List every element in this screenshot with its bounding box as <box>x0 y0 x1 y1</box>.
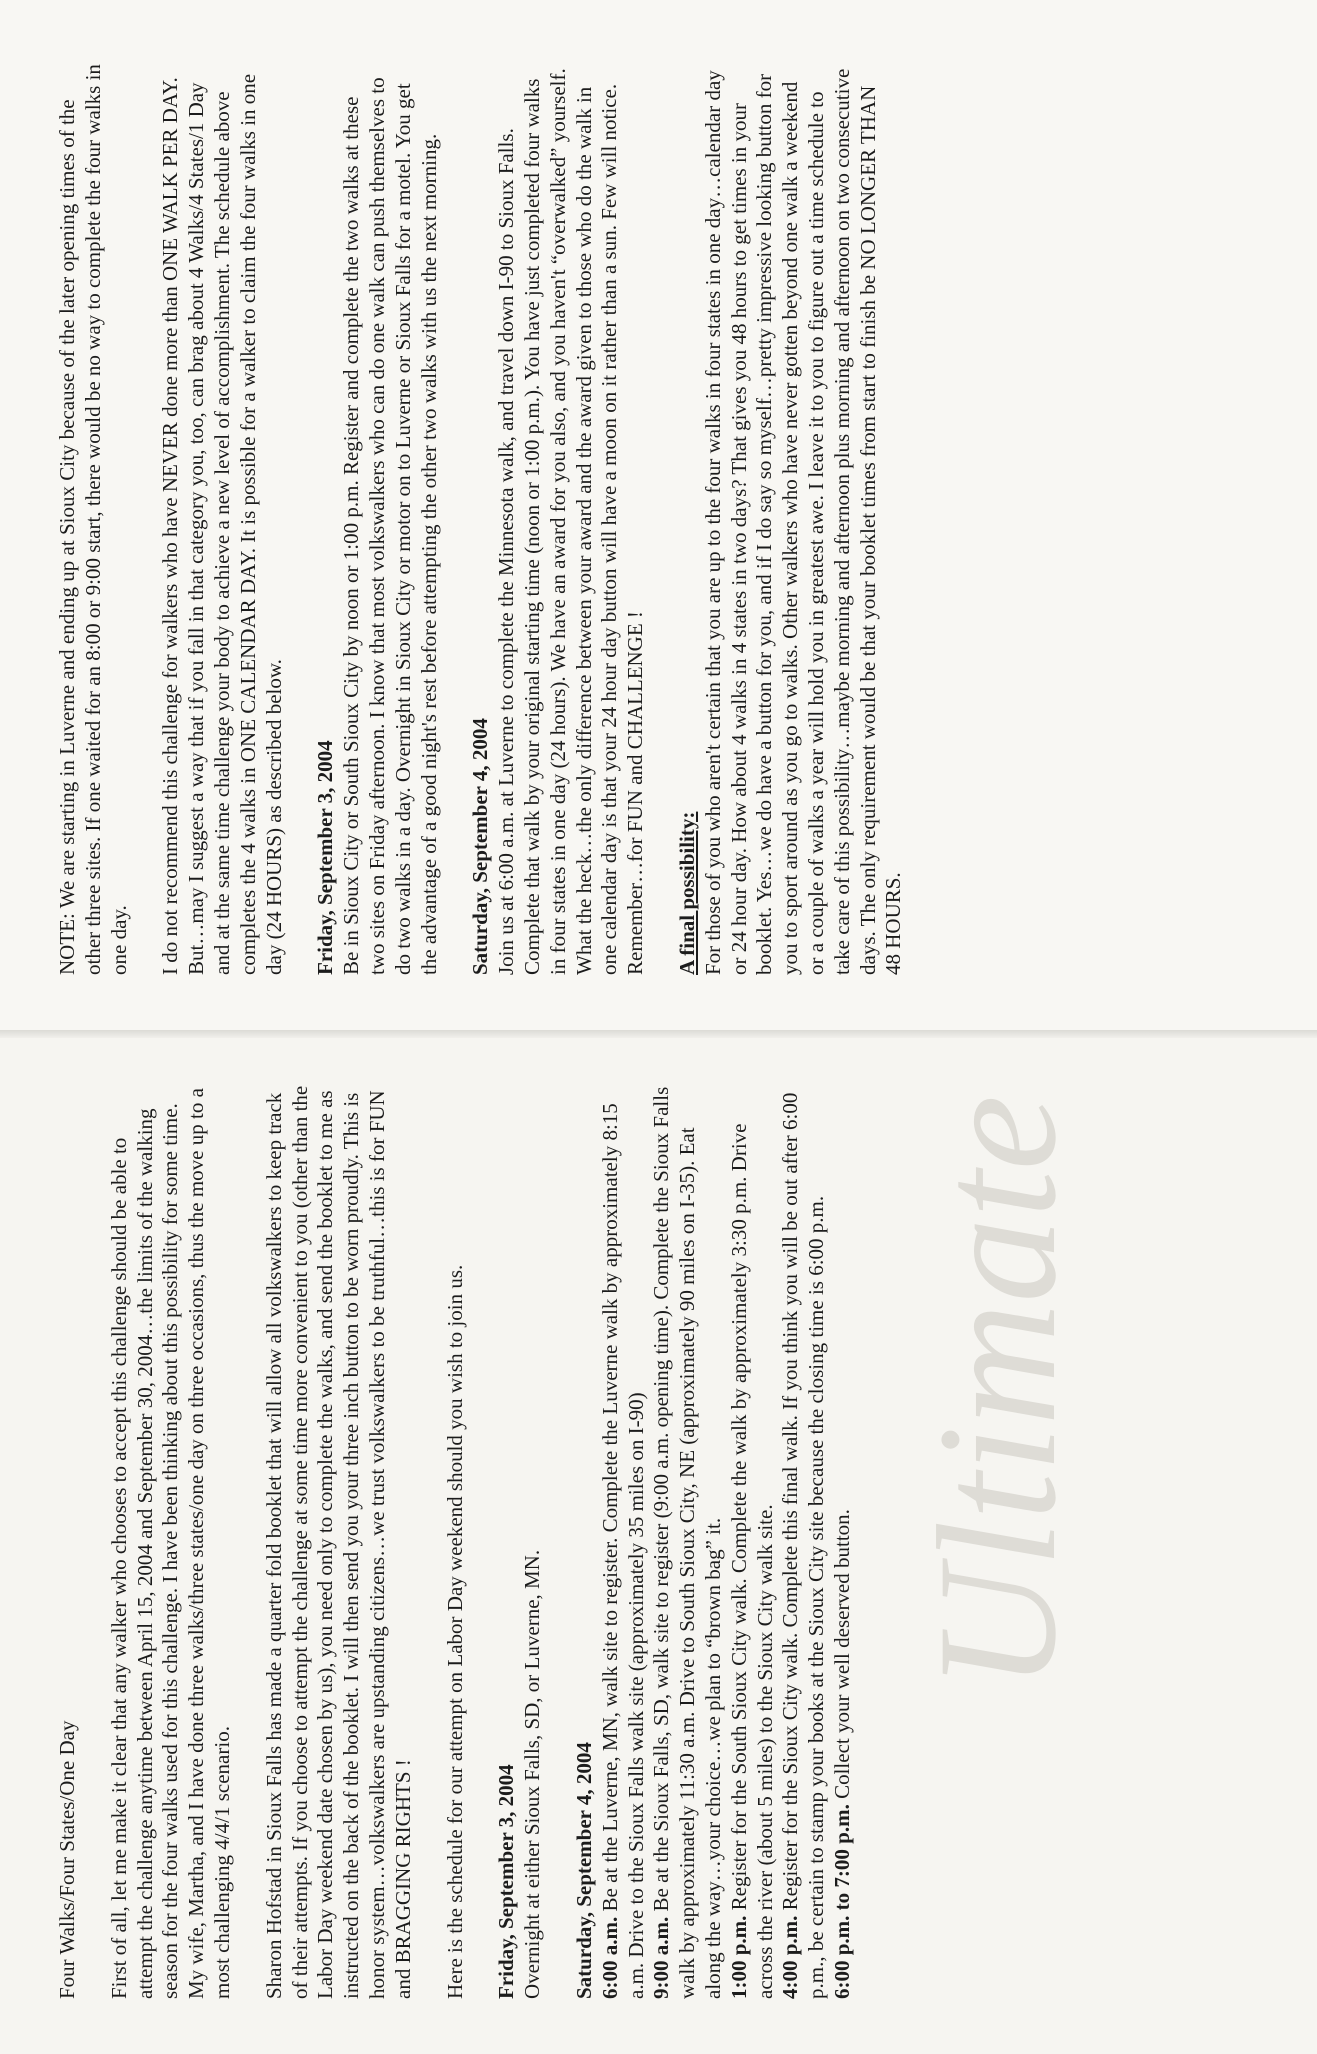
schedule-item: 6:00 a.m. Be at the Luverne, MN, walk site to register. Complete the Luverne walk by approximately 8:15 a.m. Drive to the Sioux Falls walk site (approximately 35 miles on I-90) <box>597 1103 648 1999</box>
left-friday-text: Overnight at either Sioux Falls, SD, or Luverne, MN. <box>520 1549 545 1999</box>
schedule-item: 6:00 p.m. to 7:00 p.m. Collect your well deserved button. <box>829 1509 854 1999</box>
final-text: For those of you who aren't certain that you are up to the four walks in four states in one day…calendar day or 24 hour day. How about 4 walks in 4 states in two days? That gives you 48 hours to get times in your booklet. Yes…we do have a button for you, and if I do say so myself…pretty impressive looking button for you to sport around as you go to walks. Other walkers who have never gotten beyond one walk a weekend or a couple of walks a year will hold you in greatest awe. I leave it to you to figure out a time schedule to take care of this possibility…maybe morning and afternoon plus morning and afternoon on two consecutive days. The only requirement would be that your booklet times from start to finish be NO LONGER THAN 48 HOURS. <box>700 68 906 975</box>
schedule <box>572 1084 856 1999</box>
paragraph-2: Sharon Hofstad in Sioux Falls has made a quarter fold booklet that will allow all volkswalkers to keep track of their attempts. If you choose to attempt the challenge at some time more convenient to you (other than the Labor Day weekend date chosen by us), you need only to complete the walks, and send the booklet to me as instructed on the back of the booklet. I will then send you your three inch button to be worn proudly. This is honor system…volkswalkers are upstanding citizens…we trust volkswalkers to be truthful…this is for FUN and BRAGGING RIGHTS ! <box>261 1085 415 1999</box>
page-title: Four Walks/Four States/One Day <box>55 1720 79 1999</box>
saturday-heading: Saturday, September 4, 2004 <box>468 718 493 975</box>
paragraph-1: First of all, let me make it clear that any walker who chooses to accept this challenge should be able to attempt the challenge anytime between April 15, 2004 and September 30, 2004…the limits of the walking season for the four walks used for this challenge. I have been thinking about this possibility for some time. My wife, Martha, and I have done three walks/three states/one day on three occasions, thus the move up to a most challenging 4/4/1 scenario. <box>106 1088 234 1999</box>
final-heading: A final possibility: <box>674 811 699 975</box>
schedule-item: 4:00 p.m. Register for the Sioux City walk. Complete this final walk. If you think you will be out after 6:00 p.m., be certain to stamp your books at the Sioux City site because the closing time is 6:00 p.m. <box>778 1092 829 1999</box>
bleed-through-watermark: Ultimate <box>903 1095 1091 1690</box>
left-friday-heading: Friday, September 3, 2004 <box>494 1764 519 1999</box>
paragraph-3: Here is the schedule for our attempt on Labor Day weekend should you wish to join us. <box>442 1264 467 1999</box>
schedule-item: 1:00 p.m. Register for the South Sioux City walk. Complete the walk by approximately 3:30 p.m. Drive across the river (about 5 miles) to the Sioux City walk site. <box>726 1123 777 1999</box>
saturday-text: Join us at 6:00 a.m. at Luverne to complete the Minnesota walk, and travel down I-90 to Sioux Falls. Complete that walk by your original starting time (noon or 1:00 p.m.). You have just completed four walks in four states in one day (24 hours). We have an award for you also, and you haven't “overwalked” yourself. What the heck…the only difference between your award and the award given to those who do the walk in one calendar day is that your 24 hour day button will have a moon on it rather than a sun. Few will notice. Remember…for FUN and CHALLENGE ! <box>494 68 648 975</box>
note-paragraph: NOTE: We are starting in Luverne and ending up at Sioux City because of the later opening times of the other three sites. If one waited for an 8:00 or 9:00 start, there would be no way to complete the four walks in one day. <box>55 64 131 975</box>
schedule-item: 9:00 a.m. Be at the Sioux Falls, SD, walk site to register (9:00 a.m. opening time). Complete the Sioux Falls walk by approximately 11:30 a.m. Drive to South Sioux City, NE (approximately 90 miles on I-35). Eat along the way…your choice…we plan to “brown bag” it. <box>649 1086 725 1999</box>
friday-heading: Friday, September 3, 2004 <box>313 740 338 975</box>
friday-text: Be in Sioux City or South Sioux City by noon or 1:00 p.m. Register and complete the two walks at these two sites on Friday afternoon. I know that most volkswalkers who can do one walk can push themselves to do two walks in a day. Overnight in Sioux City or motor on to Luverne or Sioux Falls for a motel. You get the advantage of a good night's rest before attempting the other two walks with us the next morning. <box>339 77 441 975</box>
left-page <box>0 1024 1317 2054</box>
intro-paragraph: I do not recommend this challenge for walkers who have NEVER done more than ONE WALK PER DAY. But…may I suggest a way that if you fall in that category you, too, can brag about 4 Walks/4 States/1 Day and at the same time challenge your body to achieve a new level of accomplishment. The schedule above completes the 4 walks in ONE CALENDAR DAY. It is possible for a walker to claim the four walks in one day (24 HOURS) as described below. <box>158 73 286 975</box>
left-saturday-heading: Saturday, September 4, 2004 <box>571 1742 596 1999</box>
